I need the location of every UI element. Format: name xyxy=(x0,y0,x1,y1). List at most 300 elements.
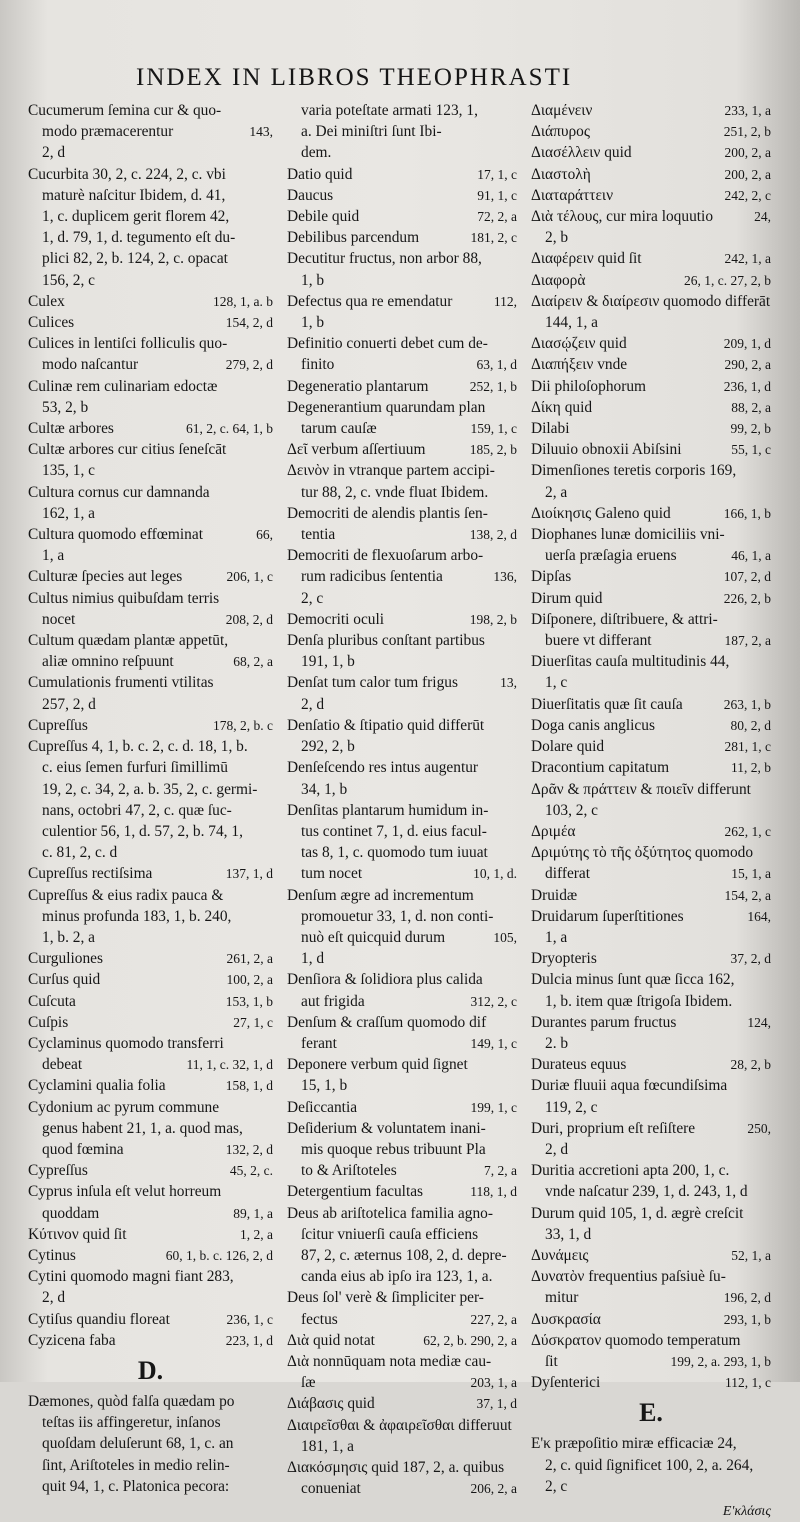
entry-term: Degenerantium quarundam plan xyxy=(287,398,486,416)
index-entry xyxy=(28,1054,273,1075)
entry-reference: 91, 1, c xyxy=(477,187,517,203)
entry-term: Διακόσμησις quid 187, 2, a. quibus xyxy=(287,1459,505,1476)
index-entry xyxy=(28,1097,273,1118)
index-entry xyxy=(28,227,273,248)
index-entry xyxy=(28,1245,273,1266)
entry-term: ferant xyxy=(301,1034,337,1052)
entry-term: Deſiderium & voluntatem inani- xyxy=(287,1119,486,1137)
entry-term: E'κ præpoſitio miræ efficaciæ 24, xyxy=(531,1435,737,1453)
index-entry xyxy=(28,863,273,884)
entry-term: Διὰ quid notat xyxy=(287,1331,375,1349)
entry-term: Διάπυρος xyxy=(531,123,590,141)
entry-term: Διασέλλειν quid xyxy=(531,144,632,162)
index-entry xyxy=(287,1478,517,1499)
entry-term: Curguliones xyxy=(28,950,103,968)
index-entry xyxy=(531,672,771,693)
index-entry xyxy=(531,397,771,418)
index-entry xyxy=(531,1433,771,1454)
entry-term: c. 81, 2, c. d xyxy=(42,844,118,862)
entry-term: Dæmones, quòd falſa quædam po xyxy=(28,1392,235,1410)
index-entry xyxy=(28,588,273,609)
index-entry xyxy=(287,482,517,503)
entry-term: 2, d xyxy=(301,695,325,713)
entry-term: Diſponere, diſtribuere, & attri- xyxy=(531,610,718,628)
entry-term: c. eius ſemen furfuri ſimillimū xyxy=(42,759,228,777)
index-entry xyxy=(28,439,273,460)
index-entry xyxy=(287,991,517,1012)
index-entry xyxy=(531,1033,771,1054)
entry-term: 2, d xyxy=(42,1289,66,1307)
entry-term: 2, d xyxy=(42,144,66,162)
index-entry xyxy=(287,376,517,397)
entry-term: 257, 2, d xyxy=(42,695,96,713)
entry-reference: 312, 2, c xyxy=(470,993,517,1009)
entry-term: Cupreſſus rectiſsima xyxy=(28,865,153,883)
entry-term: 34, 1, b xyxy=(301,780,348,798)
index-entry xyxy=(28,1160,273,1181)
index-entry xyxy=(28,503,273,524)
index-entry xyxy=(287,1415,517,1436)
index-entry xyxy=(28,736,273,757)
index-entry xyxy=(531,1075,771,1096)
entry-term: Δυνατὸν frequentius paſsiuè ſu- xyxy=(531,1268,726,1286)
entry-term: Denſatio & ſtipatio quid differūt xyxy=(287,716,485,734)
entry-reference: 143, xyxy=(249,124,273,140)
index-entry xyxy=(531,291,771,312)
entry-term: 156, 2, c xyxy=(42,271,96,289)
index-entry xyxy=(28,991,273,1012)
entry-term: Denſum & craſſum quomodo dif xyxy=(287,1013,487,1031)
index-entry xyxy=(531,1245,771,1266)
index-entry xyxy=(531,248,771,269)
entry-reference: 242, 1, a xyxy=(724,251,771,267)
index-entry xyxy=(287,164,517,185)
entry-term: Cumulationis frumenti vtilitas xyxy=(28,674,214,692)
entry-term: Durantes parum fructus xyxy=(531,1013,677,1031)
index-entry xyxy=(28,418,273,439)
entry-term: vnde naſcatur 239, 1, d. 243, 1, d xyxy=(545,1183,748,1201)
index-entry xyxy=(287,1287,517,1308)
entry-term: genus habent 21, 1, a. quod mas, xyxy=(42,1119,243,1137)
entry-reference: 27, 1, c xyxy=(233,1014,273,1030)
entry-reference: 158, 1, d xyxy=(225,1078,273,1094)
entry-term: nocet xyxy=(42,610,76,628)
entry-term: to & Ariſtoteles xyxy=(301,1162,397,1180)
index-entry xyxy=(287,1266,517,1287)
page-header: INDEX IN LIBROS THEOPHRASTI xyxy=(136,64,573,91)
entry-term: Diuerſitas cauſa multitudinis 44, xyxy=(531,653,730,671)
entry-term: Cuſcuta xyxy=(28,992,76,1010)
index-entry xyxy=(531,1181,771,1202)
entry-term: Διασῴζειν quid xyxy=(531,335,627,353)
entry-term: 2. b xyxy=(545,1034,569,1052)
entry-term: differat xyxy=(545,865,591,883)
index-entry xyxy=(531,185,771,206)
entry-term: Democriti de flexuoſarum arbo- xyxy=(287,547,484,565)
entry-term: tus continet 7, 1, d. eius facul- xyxy=(301,822,487,840)
entry-reference: 72, 2, a xyxy=(477,209,517,225)
entry-reference: 281, 1, c xyxy=(724,739,771,755)
entry-reference: 203, 1, a xyxy=(470,1375,517,1391)
index-entry xyxy=(531,121,771,142)
entry-term: Druidæ xyxy=(531,886,578,904)
index-entry xyxy=(28,1181,273,1202)
entry-term: 2, c xyxy=(545,1477,568,1495)
entry-term: Διαφορὰ xyxy=(531,271,586,289)
entry-reference: 261, 2, a xyxy=(226,951,273,967)
index-entry xyxy=(531,1266,771,1287)
entry-term: 103, 2, c xyxy=(545,801,599,819)
entry-reference: 124, xyxy=(747,1014,771,1030)
entry-term: Cypreſſus xyxy=(28,1162,88,1180)
entry-term: Democriti de alendis plantis ſen- xyxy=(287,504,488,522)
entry-term: Diluuio obnoxii Abiſsini xyxy=(531,441,682,459)
entry-term: promouetur 33, 1, d. non conti- xyxy=(301,907,494,925)
index-entry xyxy=(531,418,771,439)
index-columns xyxy=(28,100,780,1519)
index-entry xyxy=(287,715,517,736)
entry-term: Cyclaminus quomodo transferri xyxy=(28,1034,224,1052)
entry-term: Deus ab ariſtotelica familia agno- xyxy=(287,1204,493,1222)
entry-reference: 128, 1, a. b xyxy=(213,293,273,309)
entry-reference: 11, 2, b xyxy=(731,760,771,776)
index-entry xyxy=(287,566,517,587)
index-entry xyxy=(531,651,771,672)
entry-reference: 24, xyxy=(754,209,771,225)
index-entry xyxy=(28,100,273,121)
entry-term: Cultum quædam plantæ appetūt, xyxy=(28,632,229,650)
entry-reference: 187, 2, a xyxy=(724,633,771,649)
entry-term: 1, b. item quæ ſtrigoſa Ibidem. xyxy=(545,992,733,1010)
index-entry xyxy=(28,757,273,778)
index-entry xyxy=(531,1372,771,1393)
index-entry xyxy=(287,1245,517,1266)
index-entry xyxy=(287,651,517,672)
entry-term: Κύτινον quid ſit xyxy=(28,1225,127,1243)
index-entry xyxy=(287,885,517,906)
entry-reference: 293, 1, b xyxy=(723,1311,771,1327)
entry-reference: 233, 1, a xyxy=(724,103,771,118)
index-entry xyxy=(28,397,273,418)
index-entry xyxy=(28,1455,273,1476)
index-entry xyxy=(531,779,771,800)
entry-term: plici 82, 2, b. 124, 2, c. opacat xyxy=(42,250,228,268)
index-entry xyxy=(28,715,273,736)
column-3 xyxy=(531,100,771,1519)
index-entry xyxy=(531,736,771,757)
index-entry xyxy=(531,821,771,842)
entry-term: buere vt differant xyxy=(545,632,652,650)
index-entry xyxy=(287,800,517,821)
index-entry xyxy=(287,397,517,418)
entry-term: Διαιρεῖσθαι & ἀφαιρεῖσθαι differuut xyxy=(287,1416,512,1434)
entry-term: varia poteſtate armati 123, 1, xyxy=(301,102,478,119)
entry-reference: 185, 2, b xyxy=(469,442,517,458)
entry-term: canda eius ab ipſo ira 123, 1, a. xyxy=(301,1268,493,1286)
entry-term: 1, b xyxy=(301,271,325,289)
entry-term: 53, 2, b xyxy=(42,398,89,416)
entry-term: 2, c xyxy=(301,589,324,607)
entry-term: Δυνάμεις xyxy=(531,1246,589,1264)
index-entry xyxy=(28,1224,273,1245)
entry-term: 15, 1, b xyxy=(301,1077,348,1095)
entry-term: teſtas iis affingeretur, inſanos xyxy=(42,1414,221,1432)
index-entry xyxy=(531,1309,771,1330)
index-entry xyxy=(28,206,273,227)
index-entry xyxy=(287,100,517,121)
entry-reference: 61, 2, c. 64, 1, b xyxy=(186,421,273,437)
index-entry xyxy=(28,1287,273,1308)
entry-term: Cytini quomodo magni fiant 283, xyxy=(28,1268,234,1286)
index-entry xyxy=(287,418,517,439)
entry-reference: 200, 2, a xyxy=(724,145,771,161)
index-entry xyxy=(28,694,273,715)
index-entry xyxy=(287,248,517,269)
entry-reference: 138, 2, d xyxy=(469,527,517,543)
index-entry xyxy=(287,672,517,693)
entry-term: mis quoque rebus tribuunt Pla xyxy=(301,1140,486,1158)
entry-reference: 66, xyxy=(256,527,273,543)
index-entry xyxy=(531,333,771,354)
index-entry xyxy=(531,1139,771,1160)
entry-term: Dolare quid xyxy=(531,738,605,756)
entry-reference: 46, 1, a xyxy=(731,548,771,564)
entry-reference: 209, 1, d xyxy=(723,336,771,352)
entry-reference: 164, xyxy=(747,908,771,924)
entry-term: Duriæ fluuii aqua fœcundiſsima xyxy=(531,1077,728,1095)
entry-term: debeat xyxy=(42,1056,83,1074)
index-entry xyxy=(287,1075,517,1096)
index-entry xyxy=(531,842,771,863)
entry-term: Cuſpis xyxy=(28,1013,69,1031)
entry-reference: 279, 2, d xyxy=(225,357,273,373)
index-entry xyxy=(28,1012,273,1033)
index-entry xyxy=(531,1224,771,1245)
entry-term: tarum cauſæ xyxy=(301,420,377,438)
entry-term: Deponere verbum quid ſignet xyxy=(287,1056,468,1074)
section-letter: E. xyxy=(639,1398,663,1428)
entry-term: Debilibus parcendum xyxy=(287,229,420,247)
index-entry xyxy=(287,227,517,248)
entry-reference: 60, 1, b. c. 126, 2, d xyxy=(165,1247,273,1263)
entry-term: a. Dei miniſtri ſunt Ibi- xyxy=(301,123,442,141)
entry-term: Cupreſſus & eius radix pauca & xyxy=(28,886,224,904)
entry-term: Cytiſus quandiu floreat xyxy=(28,1310,170,1328)
entry-term: dem. xyxy=(301,144,332,162)
index-entry xyxy=(531,566,771,587)
entry-reference: 13, xyxy=(500,675,517,691)
index-entry xyxy=(287,1393,517,1414)
index-entry xyxy=(531,206,771,227)
entry-term: 1, a xyxy=(42,547,65,565)
index-entry xyxy=(287,1012,517,1033)
entry-term: Cultæ arbores cur citius ſeneſcāt xyxy=(28,441,227,459)
entry-term: Cucurbita 30, 2, c. 224, 2, c. vbi xyxy=(28,165,226,183)
entry-term: Culex xyxy=(28,292,65,310)
index-entry xyxy=(287,1330,517,1351)
index-entry xyxy=(28,545,273,566)
entry-reference: 11, 1, c. 32, 1, d xyxy=(186,1057,273,1073)
entry-term: Diophanes lunæ domiciliis vni- xyxy=(531,526,725,544)
index-entry xyxy=(287,354,517,375)
entry-term: Dryopteris xyxy=(531,950,597,968)
entry-term: Durum quid 105, 1, d. ægrè creſcit xyxy=(531,1204,744,1222)
entry-reference: 206, 1, c xyxy=(226,569,273,585)
index-entry xyxy=(28,1309,273,1330)
index-entry xyxy=(531,1351,771,1372)
entry-reference: 236, 1, c xyxy=(226,1311,273,1327)
index-entry xyxy=(531,1287,771,1308)
entry-reference: 198, 2, b xyxy=(469,611,517,627)
entry-reference: 28, 2, b xyxy=(730,1057,771,1073)
entry-term: 181, 1, a xyxy=(301,1437,355,1455)
index-entry xyxy=(28,842,273,863)
entry-reference: 200, 2, a xyxy=(724,166,771,182)
entry-term: Detergentium facultas xyxy=(287,1183,424,1201)
index-entry xyxy=(28,630,273,651)
entry-term: Διαίρειν & διαίρεσιν quomodo differāt xyxy=(531,292,771,310)
index-entry xyxy=(28,1266,273,1287)
index-entry xyxy=(287,460,517,481)
entry-term: Δεινὸν in vtranque partem accipi- xyxy=(287,462,495,480)
entry-reference: 105, xyxy=(493,929,517,945)
entry-reference: 242, 2, c xyxy=(724,187,771,203)
entry-reference: 52, 1, a xyxy=(731,1247,771,1263)
entry-reference: 199, 1, c xyxy=(470,1099,517,1115)
entry-term: mitur xyxy=(545,1289,579,1307)
entry-reference: 236, 1, d xyxy=(723,378,771,394)
entry-reference: 112, xyxy=(493,293,517,309)
index-entry xyxy=(287,927,517,948)
index-entry xyxy=(531,1012,771,1033)
entry-term: Denſitas plantarum humidum in- xyxy=(287,801,489,819)
entry-term: tas 8, 1, c. quomodo tum iuuat xyxy=(301,844,488,862)
entry-term: quod fœmina xyxy=(42,1140,124,1158)
entry-term: uerſa præſagia eruens xyxy=(545,547,677,565)
entry-term: Cucumerum ſemina cur & quo- xyxy=(28,102,222,119)
index-entry xyxy=(287,1097,517,1118)
index-entry xyxy=(287,1160,517,1181)
index-entry xyxy=(287,333,517,354)
entry-term: 191, 1, b xyxy=(301,653,355,671)
entry-term: Dulcia minus ſunt quæ ſicca 162, xyxy=(531,971,735,989)
entry-term: 1, b xyxy=(301,314,325,332)
entry-term: quoſdam deluſerunt 68, 1, c. an xyxy=(42,1435,234,1453)
section-letter: D. xyxy=(137,1355,164,1385)
entry-term: Diuerſitatis quæ ſit cauſa xyxy=(531,695,683,713)
entry-term: Debile quid xyxy=(287,208,360,226)
index-entry xyxy=(531,800,771,821)
index-entry xyxy=(531,757,771,778)
entry-term: Cultæ arbores xyxy=(28,420,114,438)
entry-reference: 15, 1, a xyxy=(731,866,771,882)
entry-term: Doga canis anglicus xyxy=(531,716,655,734)
index-entry xyxy=(28,948,273,969)
index-entry xyxy=(28,185,273,206)
entry-term: Διαταράττειν xyxy=(531,186,614,204)
index-entry xyxy=(28,1330,273,1351)
index-entry xyxy=(287,757,517,778)
index-entry xyxy=(287,1457,517,1478)
entry-reference: 154, 2, d xyxy=(225,315,273,331)
index-entry xyxy=(28,142,273,163)
entry-reference: 10, 1, d. xyxy=(473,866,517,882)
index-entry xyxy=(28,248,273,269)
index-entry xyxy=(531,482,771,503)
index-entry xyxy=(531,1455,771,1476)
entry-term: Culices in lentiſci folliculis quo- xyxy=(28,335,228,353)
entry-term: Cytinus xyxy=(28,1246,76,1264)
index-entry xyxy=(28,906,273,927)
index-entry xyxy=(28,164,273,185)
entry-reference: 137, 1, d xyxy=(225,866,273,882)
entry-term: Denſeſcendo res intus augentur xyxy=(287,759,479,777)
index-entry xyxy=(531,312,771,333)
entry-reference: 223, 1, d xyxy=(225,1332,273,1348)
entry-reference: 251, 2, b xyxy=(723,124,771,140)
entry-term: tum nocet xyxy=(301,865,363,883)
index-entry xyxy=(531,376,771,397)
index-entry xyxy=(28,1433,273,1454)
entry-term: Duritia accretioni apta 200, 1, c. xyxy=(531,1162,730,1180)
entry-reference: 62, 2, b. 290, 2, a xyxy=(423,1332,517,1348)
entry-term: Druidarum ſuperſtitiones xyxy=(531,907,684,925)
entry-term: aut frigida xyxy=(301,992,365,1010)
entry-reference: 37, 1, d xyxy=(476,1396,517,1412)
entry-reference: 88, 2, a xyxy=(731,399,771,415)
index-entry xyxy=(28,312,273,333)
entry-term: Cupreſſus xyxy=(28,716,88,734)
index-entry xyxy=(287,863,517,884)
index-entry xyxy=(287,1118,517,1139)
entry-term: 144, 1, a xyxy=(545,314,599,332)
index-entry xyxy=(287,439,517,460)
entry-term: tur 88, 2, c. vnde fluat Ibidem. xyxy=(301,483,489,501)
entry-reference: 226, 2, b xyxy=(723,590,771,606)
entry-term: 292, 2, b xyxy=(301,738,355,756)
entry-reference: 63, 1, d xyxy=(476,357,517,373)
entry-reference: 252, 1, b xyxy=(469,378,517,394)
entry-reference: 68, 2, a xyxy=(233,654,273,670)
entry-term: conueniat xyxy=(301,1480,361,1498)
index-entry xyxy=(531,1476,771,1497)
entry-term: aliæ omnino reſpuunt xyxy=(42,653,174,671)
index-entry xyxy=(531,524,771,545)
index-entry xyxy=(531,927,771,948)
entry-reference: 7, 2, a xyxy=(484,1163,517,1179)
index-entry xyxy=(28,1412,273,1433)
index-entry xyxy=(28,821,273,842)
entry-term: rum radicibus ſententia xyxy=(301,568,443,586)
index-entry xyxy=(531,885,771,906)
column-2 xyxy=(287,100,517,1498)
index-entry xyxy=(28,651,273,672)
entry-term: 162, 1, a xyxy=(42,504,96,522)
index-entry xyxy=(287,948,517,969)
entry-term: nans, octobri 47, 2, c. quæ ſuc- xyxy=(42,801,232,819)
entry-term: Cultura cornus cur damnanda xyxy=(28,483,210,501)
index-entry xyxy=(287,270,517,291)
index-entry xyxy=(287,121,517,142)
entry-term: Dyſenterici xyxy=(531,1374,601,1392)
entry-term: Denſum ægre ad incrementum xyxy=(287,886,474,904)
entry-term: Δριμύτης τὸ τῆς ὀξύτητος quomodo xyxy=(531,844,754,862)
entry-term: ſæ xyxy=(301,1374,316,1392)
entry-reference: 26, 1, c. 27, 2, b xyxy=(684,272,771,288)
entry-term: Denſat tum calor tum frigus xyxy=(287,674,458,692)
entry-term: Duri, proprium eſt reſiſtere xyxy=(531,1119,696,1137)
index-entry xyxy=(287,821,517,842)
